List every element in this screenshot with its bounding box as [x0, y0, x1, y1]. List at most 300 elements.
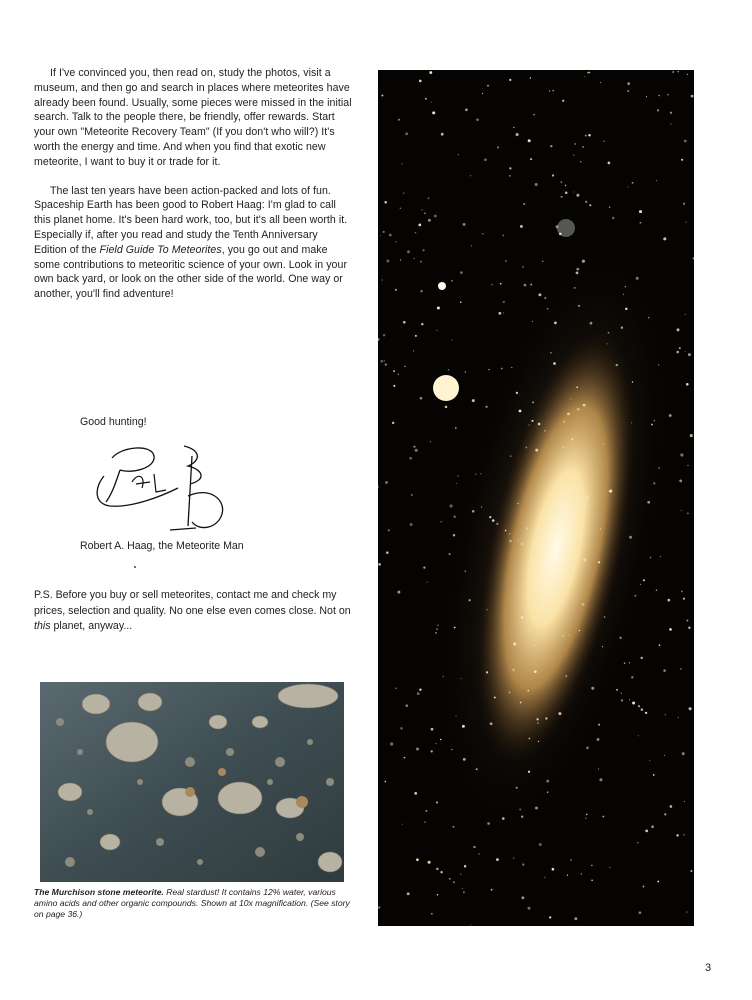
postscript — [34, 588, 354, 635]
star — [432, 111, 435, 114]
star — [452, 826, 454, 828]
star — [436, 330, 437, 331]
star — [476, 768, 478, 770]
star — [463, 223, 466, 226]
star — [395, 289, 397, 291]
star — [676, 834, 678, 836]
star — [420, 261, 422, 263]
star — [481, 506, 482, 507]
star — [431, 913, 433, 915]
star — [398, 119, 400, 121]
star — [417, 692, 420, 695]
star — [639, 911, 642, 914]
star — [643, 886, 645, 888]
star — [411, 494, 413, 496]
star — [442, 676, 443, 677]
star — [538, 741, 539, 742]
star — [563, 447, 564, 448]
star — [502, 817, 505, 820]
star — [616, 689, 618, 691]
star — [431, 750, 433, 752]
star — [641, 708, 644, 711]
star — [431, 728, 434, 731]
star — [521, 616, 524, 619]
star — [687, 74, 688, 75]
star — [582, 603, 585, 606]
star — [578, 305, 580, 307]
star — [609, 867, 610, 868]
star — [576, 194, 579, 197]
star — [451, 749, 452, 750]
star — [526, 527, 528, 529]
star — [647, 501, 650, 504]
paragraph-2-text-a: The last ten years have been action-packed and lots of fun. Spaceship Earth has been good to Robert Haag: I'm glad to call this planet home. It's been hard work, too, but it's all been worth it. Especially if, after you read and study the Tenth Anniversary Edition of the — [34, 184, 348, 256]
star — [679, 480, 682, 483]
ps-text-b: planet, anyway... — [50, 620, 133, 632]
star — [454, 516, 456, 518]
star — [603, 443, 605, 445]
star — [598, 561, 600, 563]
star — [660, 556, 661, 557]
star — [603, 816, 605, 818]
star — [670, 112, 672, 114]
star — [536, 718, 538, 720]
star — [436, 801, 438, 803]
star — [451, 280, 453, 282]
star — [678, 717, 679, 718]
star — [509, 79, 511, 81]
star — [527, 907, 530, 910]
star — [620, 637, 622, 639]
star — [554, 322, 557, 325]
star — [640, 222, 642, 224]
star — [648, 317, 649, 318]
star — [413, 446, 415, 448]
star — [552, 868, 555, 871]
photo-caption — [34, 887, 354, 920]
star — [393, 385, 395, 387]
star — [470, 924, 471, 925]
star — [421, 323, 423, 325]
star — [599, 778, 602, 781]
star — [582, 260, 585, 263]
star — [643, 579, 645, 581]
star — [407, 250, 410, 253]
star — [591, 865, 592, 866]
paragraph-1 — [34, 66, 352, 170]
letter-column — [34, 66, 352, 316]
star — [646, 96, 647, 97]
star — [667, 599, 670, 602]
star — [561, 196, 563, 198]
closing-line: Good hunting! — [80, 416, 147, 428]
star — [560, 181, 562, 183]
star — [567, 413, 570, 416]
handwritten-signature — [92, 436, 242, 536]
star — [436, 628, 438, 630]
star — [654, 420, 655, 421]
star — [676, 351, 679, 354]
star — [382, 279, 383, 280]
star — [552, 90, 554, 92]
star — [598, 768, 599, 769]
star — [657, 881, 659, 883]
star — [451, 339, 452, 340]
star — [521, 896, 524, 899]
star — [520, 702, 522, 704]
star — [658, 364, 660, 366]
star — [664, 813, 666, 815]
star — [571, 438, 573, 440]
star — [550, 145, 552, 147]
star — [686, 911, 688, 913]
star — [640, 584, 641, 585]
star — [463, 758, 466, 761]
star — [470, 175, 471, 176]
star — [627, 186, 628, 187]
star — [423, 249, 425, 251]
star — [669, 628, 672, 631]
star — [665, 714, 666, 715]
star — [631, 676, 633, 678]
star — [544, 430, 545, 431]
star — [657, 109, 659, 111]
star — [413, 350, 414, 351]
star — [634, 595, 636, 597]
star — [530, 158, 532, 160]
star — [494, 697, 496, 699]
star — [460, 873, 461, 874]
star — [522, 863, 524, 865]
star — [664, 755, 665, 756]
star — [656, 590, 657, 591]
star — [528, 139, 531, 142]
star — [502, 235, 504, 237]
star — [489, 369, 490, 370]
star — [416, 748, 419, 751]
star — [663, 669, 666, 672]
star — [623, 294, 624, 295]
star — [448, 369, 449, 370]
star — [583, 558, 586, 561]
star — [576, 268, 579, 271]
star — [651, 424, 653, 426]
dot-mark — [134, 566, 136, 568]
star — [445, 406, 448, 409]
star — [667, 94, 669, 96]
star — [684, 801, 685, 802]
star — [486, 671, 488, 673]
star — [513, 642, 516, 645]
star — [380, 235, 381, 236]
star — [378, 906, 380, 908]
star — [638, 705, 640, 707]
star — [649, 760, 650, 761]
star — [397, 591, 400, 594]
star — [478, 853, 479, 854]
star — [533, 114, 535, 116]
star — [458, 475, 459, 476]
star — [405, 132, 408, 135]
star — [496, 523, 498, 525]
star — [687, 465, 688, 466]
star — [420, 397, 423, 400]
star — [472, 510, 475, 513]
star — [516, 133, 519, 136]
star — [573, 191, 574, 192]
star — [434, 215, 437, 218]
star — [570, 859, 571, 860]
star — [562, 635, 564, 637]
star — [428, 861, 431, 864]
star — [624, 662, 625, 663]
star — [528, 631, 530, 633]
star — [588, 134, 590, 136]
star — [529, 424, 530, 425]
star — [625, 286, 626, 287]
star — [421, 209, 422, 210]
caption-title: The Murchison stone meteorite. — [34, 887, 164, 897]
star — [574, 287, 576, 289]
star — [456, 483, 457, 484]
star — [533, 563, 536, 566]
star — [424, 821, 425, 822]
star — [569, 635, 570, 636]
star — [567, 875, 568, 876]
star — [428, 197, 430, 199]
star — [684, 140, 687, 143]
star — [573, 155, 574, 156]
star — [458, 154, 459, 155]
star — [510, 455, 512, 457]
star — [658, 95, 660, 97]
star — [460, 301, 462, 303]
star — [518, 503, 519, 504]
star — [690, 870, 692, 872]
star — [465, 570, 466, 571]
meteorite-photo — [40, 682, 344, 882]
star — [405, 704, 408, 707]
star — [565, 675, 567, 677]
star — [402, 824, 403, 825]
star — [553, 555, 554, 556]
star — [505, 530, 507, 532]
star — [563, 421, 565, 423]
star — [509, 533, 511, 535]
star — [590, 322, 593, 325]
star — [608, 162, 611, 165]
star — [629, 662, 630, 663]
star — [415, 232, 417, 234]
star — [530, 77, 531, 78]
star — [669, 414, 672, 417]
star — [509, 540, 511, 542]
star — [565, 191, 568, 194]
star — [395, 688, 396, 689]
star — [580, 161, 581, 162]
star — [552, 510, 555, 513]
star — [535, 183, 538, 186]
star — [464, 865, 466, 867]
star — [437, 894, 439, 896]
star — [403, 321, 406, 324]
star — [388, 529, 390, 531]
star — [509, 691, 511, 693]
star — [672, 71, 674, 73]
star — [591, 687, 594, 690]
star — [525, 446, 527, 448]
star — [625, 308, 627, 310]
star — [392, 422, 395, 425]
star — [586, 814, 588, 816]
star — [519, 410, 522, 413]
star — [629, 699, 630, 700]
star — [440, 739, 442, 741]
star — [645, 712, 647, 714]
star — [473, 846, 475, 848]
star — [513, 857, 514, 858]
star — [681, 591, 683, 593]
star — [574, 143, 576, 145]
star — [620, 692, 622, 694]
galaxy-photo — [378, 70, 694, 926]
star — [691, 95, 694, 98]
star — [415, 335, 417, 337]
star — [498, 312, 501, 315]
star — [524, 284, 527, 287]
star — [632, 701, 635, 704]
star — [492, 519, 495, 522]
star — [538, 293, 541, 296]
star — [558, 712, 561, 715]
star — [663, 237, 666, 240]
star — [639, 210, 642, 213]
star — [455, 427, 457, 429]
star — [419, 80, 422, 83]
star — [414, 792, 417, 795]
star — [475, 473, 477, 475]
star — [607, 343, 608, 344]
star — [521, 816, 523, 818]
star — [431, 101, 432, 102]
star — [629, 536, 632, 539]
star — [425, 810, 427, 812]
star — [496, 858, 499, 861]
star — [453, 881, 455, 883]
star — [658, 467, 660, 469]
star — [500, 283, 502, 285]
star — [604, 616, 606, 618]
star — [685, 221, 686, 222]
star — [503, 312, 504, 313]
star — [407, 892, 410, 895]
star — [462, 888, 463, 889]
star — [418, 224, 421, 227]
star — [436, 868, 439, 871]
star — [380, 360, 383, 363]
star — [398, 374, 400, 376]
star — [552, 174, 554, 176]
star — [585, 201, 587, 203]
star — [522, 266, 524, 268]
star — [428, 219, 431, 222]
star — [465, 108, 468, 111]
star — [420, 290, 423, 293]
star — [550, 352, 551, 353]
star — [574, 917, 577, 920]
star — [437, 625, 439, 627]
star — [497, 146, 499, 148]
star — [450, 504, 453, 507]
star — [585, 135, 587, 137]
star — [598, 724, 600, 726]
star — [650, 557, 652, 559]
star — [558, 554, 559, 555]
star — [517, 540, 518, 541]
star — [534, 670, 537, 673]
star — [556, 225, 559, 228]
star — [589, 204, 591, 206]
star — [430, 441, 432, 443]
star — [437, 306, 440, 309]
star — [631, 422, 632, 423]
star — [653, 482, 655, 484]
star — [562, 100, 564, 102]
caption-text: Real stardust! It contains 12% water, various amino acids and other organic compounds. Shown at 10x magnification. (See story on page 36.) — [34, 887, 350, 919]
star — [395, 241, 396, 242]
star — [677, 328, 680, 331]
star — [486, 609, 487, 610]
star — [581, 873, 582, 874]
star — [679, 347, 681, 349]
star — [602, 646, 603, 647]
star — [485, 406, 487, 408]
star — [384, 201, 387, 204]
star — [409, 457, 412, 460]
star — [689, 707, 692, 710]
star — [491, 889, 493, 891]
star — [584, 76, 585, 77]
star — [587, 72, 589, 74]
star — [539, 843, 542, 846]
star — [505, 260, 507, 262]
star — [454, 627, 456, 629]
star — [545, 717, 547, 719]
star — [576, 386, 578, 388]
star — [632, 381, 633, 382]
star — [472, 399, 475, 402]
star — [532, 321, 533, 322]
page-number: 3 — [705, 962, 712, 974]
star — [600, 528, 601, 529]
star — [471, 245, 472, 246]
star — [490, 722, 493, 725]
star — [553, 362, 556, 365]
star — [585, 817, 586, 818]
star — [528, 771, 530, 773]
star — [651, 825, 654, 828]
star — [476, 119, 479, 122]
star — [516, 392, 518, 394]
star — [537, 722, 539, 724]
star — [384, 781, 386, 783]
star — [656, 180, 657, 181]
star — [401, 163, 402, 164]
star — [464, 371, 466, 373]
star — [534, 645, 536, 647]
star — [608, 332, 610, 334]
star — [683, 203, 685, 205]
